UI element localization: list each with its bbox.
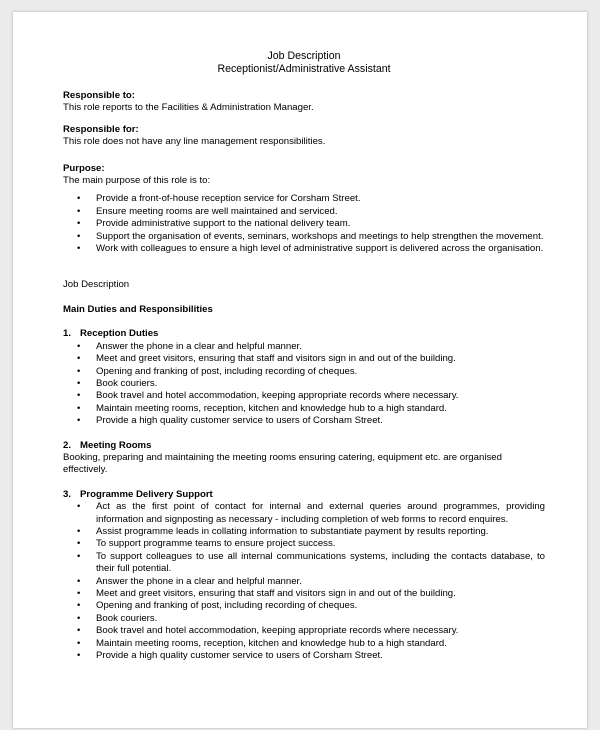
section-meeting-rooms-heading — [63, 440, 545, 452]
list-item: • Book couriers. — [63, 378, 545, 390]
meeting-rooms-text: Booking, preparing and maintaining the meeting rooms ensuring catering, equipment etc. are organised effectively. — [63, 451, 502, 476]
section-title: Meeting Rooms — [80, 439, 152, 451]
responsible-for-text: This role does not have any line management responsibilities. — [63, 136, 326, 148]
section-number: 3. — [63, 488, 72, 500]
section-programme-heading — [63, 489, 545, 501]
list-item: • Provide a high quality customer service to users of Corsham Street. — [63, 415, 545, 427]
doc-title — [63, 50, 545, 76]
list-item: • Book travel and hotel accommodation, keeping appropriate records where necessary. — [63, 625, 545, 637]
section-number: 2. — [63, 439, 72, 451]
responsible-for-heading: Responsible for: — [63, 123, 139, 135]
list-item: • Book couriers. — [63, 613, 545, 625]
programme-support-list — [63, 501, 545, 662]
doc-title-line1: Job Description — [267, 50, 341, 62]
document-body — [63, 50, 545, 662]
list-item: • Opening and franking of post, including recording of cheques. — [63, 600, 545, 612]
reception-duties-list — [63, 341, 545, 428]
list-item: • Answer the phone in a clear and helpful manner. — [63, 341, 545, 353]
list-item: • Support the organisation of events, seminars, workshops and meetings to help strengthen the movement. — [63, 231, 545, 243]
purpose-heading: Purpose: — [63, 162, 105, 174]
list-item: • Answer the phone in a clear and helpful manner. — [63, 576, 545, 588]
list-item: • Maintain meeting rooms, reception, kitchen and knowledge hub to a high standard. — [63, 403, 545, 415]
doc-title-line2: Receptionist/Administrative Assistant — [217, 63, 391, 75]
section-title: Programme Delivery Support — [80, 488, 213, 500]
responsible-to-text: This role reports to the Facilities & Administration Manager. — [63, 102, 314, 114]
list-item: • Meet and greet visitors, ensuring that staff and visitors sign in and out of the building. — [63, 588, 545, 600]
list-item: • Opening and franking of post, including recording of cheques. — [63, 366, 545, 378]
list-item: • Ensure meeting rooms are well maintained and serviced. — [63, 206, 545, 218]
list-item: • Maintain meeting rooms, reception, kitchen and knowledge hub to a high standard. — [63, 638, 545, 650]
section-title: Reception Duties — [80, 328, 159, 340]
responsible-to-heading: Responsible to: — [63, 90, 135, 101]
main-duties-heading: Main Duties and Responsibilities — [63, 303, 213, 315]
list-item: • To support programme teams to ensure project success. — [63, 538, 545, 550]
list-item: • Provide a front-of-house reception service for Corsham Street. — [63, 193, 545, 205]
list-item: • To support colleagues to use all internal communications systems, including the contacts database, to their full potential. — [63, 551, 545, 576]
section-reception-heading — [63, 328, 545, 340]
purpose-list — [63, 193, 545, 255]
list-item: • Book travel and hotel accommodation, keeping appropriate records where necessary. — [63, 390, 545, 402]
job-description-heading: Job Description — [63, 279, 130, 291]
list-item: • Meet and greet visitors, ensuring that staff and visitors sign in and out of the building. — [63, 353, 545, 365]
list-item: • Act as the first point of contact for internal and external queries around programmes, providing information and signposting as necessary - including completion of web forms to record enquires. — [63, 501, 545, 526]
list-item: • Provide a high quality customer service to users of Corsham Street. — [63, 650, 545, 662]
list-item: • Work with colleagues to ensure a high level of administrative support is delivered across the organisation. — [63, 243, 545, 255]
purpose-intro: The main purpose of this role is to: — [63, 175, 211, 187]
section-number: 1. — [63, 328, 72, 340]
list-item: • Assist programme leads in collating information to substantiate payment by results reporting. — [63, 526, 545, 538]
list-item: • Provide administrative support to the national delivery team. — [63, 218, 545, 230]
document-page — [13, 12, 587, 728]
